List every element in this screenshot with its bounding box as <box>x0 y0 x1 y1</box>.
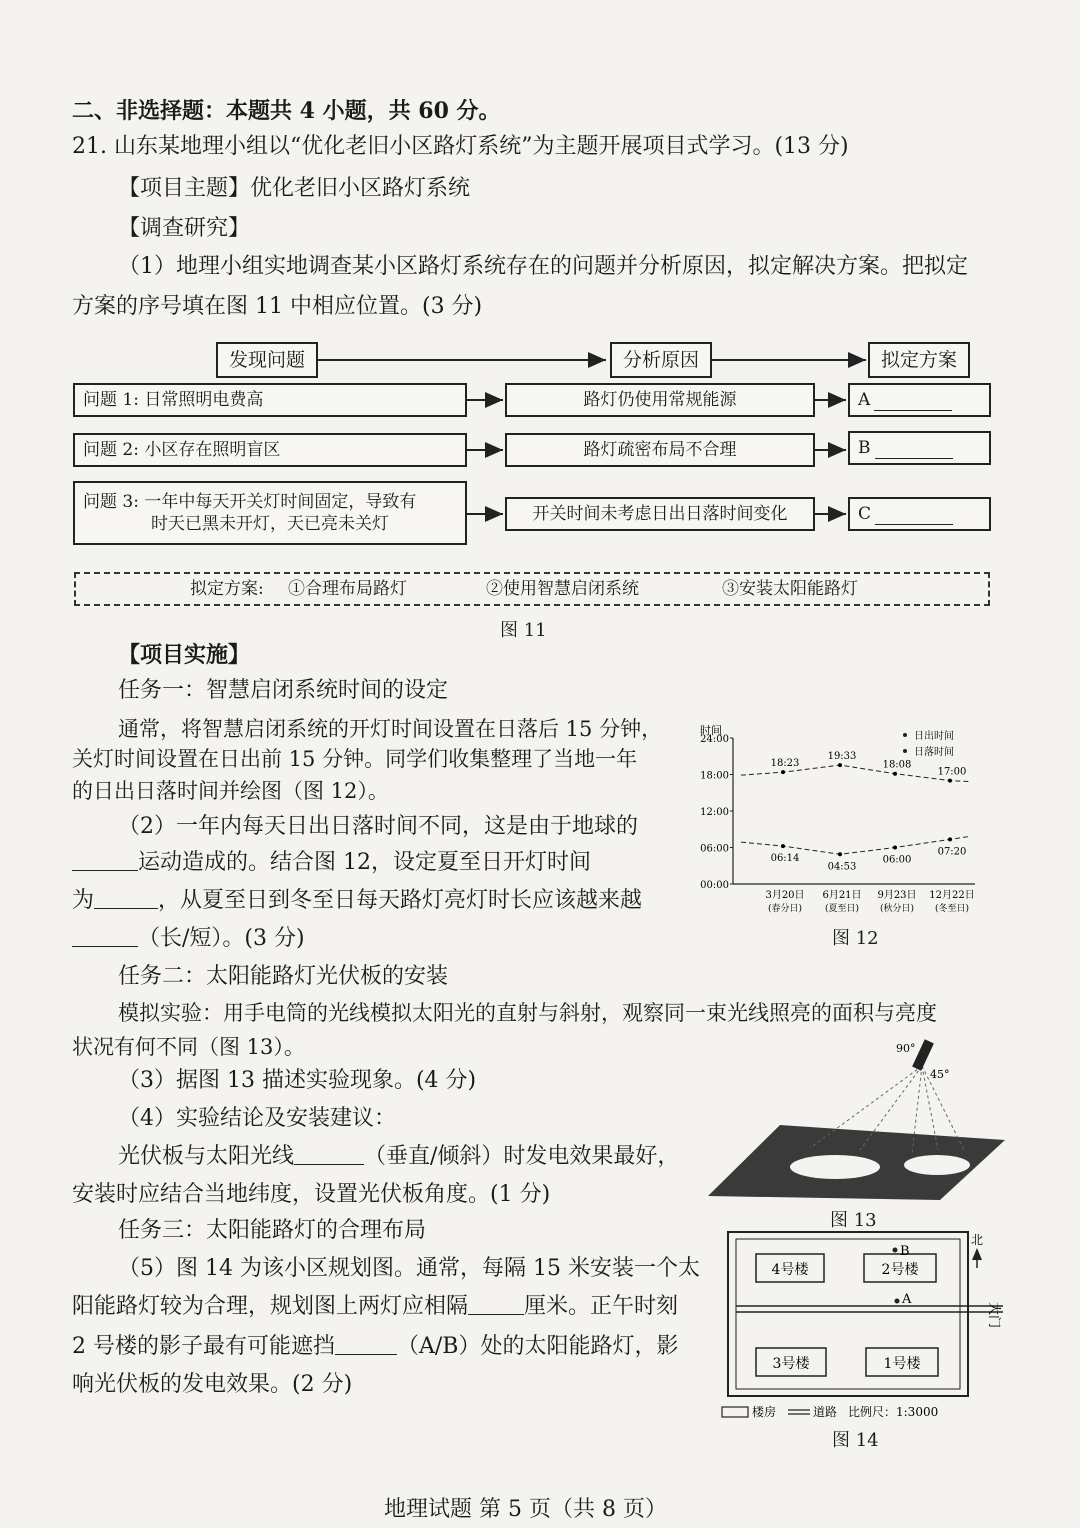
q3-text: （3）据图 13 描述实验现象。(4 分) <box>118 1068 477 1093</box>
figure-13-caption: 图 13 <box>830 1210 877 1231</box>
option-1: ①合理布局路灯 <box>288 579 407 599</box>
figure-14-map <box>718 1226 1018 1422</box>
q4-line3: 安装时应结合当地纬度，设置光伏板角度。(1 分) <box>72 1182 551 1207</box>
fig12-data-label: 18:08 <box>882 759 912 771</box>
task-1-line3: 的日出日落时间并绘图（图 12）。 <box>72 779 389 803</box>
question-21-heading: 21. 山东某地理小组以“优化老旧小区路灯系统”为主题开展项目式学习。(13 分) <box>72 134 849 159</box>
task-1-line1: 通常，将智慧启闭系统的开灯时间设置在日落后 15 分钟， <box>118 717 663 741</box>
fig14-inner-wall <box>736 1239 960 1389</box>
fig12-point <box>838 763 842 767</box>
fig12-data-label: 04:53 <box>827 861 857 873</box>
q2-line3-wrap <box>72 886 642 916</box>
fig12-ytick-label: 18:00 <box>700 770 729 782</box>
fig12-ytick-label: 00:00 <box>700 880 729 891</box>
fig12-xtick-date: 12月22日 <box>929 890 975 901</box>
solution-b-blank[interactable] <box>875 438 953 459</box>
cause-2-box: 路灯疏密布局不合理 <box>505 433 815 467</box>
solution-c-blank[interactable] <box>875 504 953 525</box>
q2-blank-motion[interactable] <box>72 850 138 871</box>
fig12-point <box>893 846 897 850</box>
q2-blank-long-short[interactable] <box>72 926 138 947</box>
fig12-legend-sunrise: 日出时间 <box>914 731 954 742</box>
cause-1-box: 路灯仍使用常规能源 <box>505 383 815 417</box>
building-3-label: 3号楼 <box>772 1356 810 1372</box>
options-label: 拟定方案: <box>190 579 264 599</box>
fig12-xtick-term: (夏至日) <box>824 904 860 914</box>
figure-11-caption: 图 11 <box>500 620 547 641</box>
problem-1-box: 问题 1: 日常照明电费高 <box>73 383 467 417</box>
q5-line1: （5）图 14 为该小区规划图。通常，每隔 15 米安装一个太 <box>118 1256 700 1281</box>
legend-building-swatch <box>722 1407 748 1417</box>
q4-line2b: （垂直/倾斜）时发电效果最好， <box>364 1144 680 1169</box>
fig12-point <box>781 770 785 774</box>
figure-12-caption: 图 12 <box>832 928 879 949</box>
q2-line4-wrap <box>72 924 305 954</box>
fig12-xtick-date: 9月23日 <box>877 890 917 901</box>
problem-3-line2: 时天已黑未开灯，天已亮未关灯 <box>151 514 389 534</box>
task-1-line2: 关灯时间设置在日出前 15 分钟。同学们收集整理了当地一年 <box>72 747 638 771</box>
q4-line2a: 光伏板与太阳光线 <box>118 1144 295 1169</box>
section-title: 二、非选择题：本题共 4 小题，共 60 分。 <box>72 98 501 124</box>
fig12-ytick-label: 24:00 <box>700 734 729 745</box>
solution-c-label: C <box>858 504 872 524</box>
task-2-line1: 模拟实验：用手电筒的光线模拟太阳光的直射与斜射，观察同一束光线照亮的面积与亮度 <box>118 1001 937 1025</box>
col-header-problem: 发现问题 <box>216 342 318 378</box>
fig12-point <box>948 837 952 841</box>
q4-blank[interactable] <box>294 1144 364 1165</box>
fig12-data-label: 19:33 <box>827 751 857 763</box>
fig12-xtick-date: 6月21日 <box>822 890 862 901</box>
fig12-data-label: 06:00 <box>882 854 912 866</box>
problem-3-line1: 问题 3: 一年中每天开关灯时间固定，导致有 <box>83 492 417 512</box>
q2-line2: 运动造成的。结合图 12，设定夏至日开灯时间 <box>138 850 591 875</box>
option-3: ③安装太阳能路灯 <box>722 579 858 599</box>
figure-13-illustration <box>700 1030 1010 1210</box>
scale-label: 比例尺：1:3000 <box>848 1405 939 1419</box>
fig12-data-label: 17:00 <box>937 766 967 778</box>
fig13-light-spot-direct <box>790 1155 880 1179</box>
q4-line2-wrap <box>118 1142 679 1172</box>
fig12-xtick-term: (春分日) <box>767 904 803 914</box>
q5-line2-wrap <box>72 1292 678 1322</box>
solution-b-label: B <box>858 438 871 458</box>
col-header-cause: 分析原因 <box>610 342 712 378</box>
q4-text: （4）实验结论及安装建议： <box>118 1106 396 1131</box>
fig12-ylabel: 时间 <box>700 724 722 737</box>
fig12-data-label: 18:23 <box>770 758 800 770</box>
solution-a-label: A <box>858 390 871 410</box>
fig13-light-spot-oblique <box>904 1155 970 1175</box>
fig12-xtick-date: 3月20日 <box>765 890 805 901</box>
building-2-label: 2号楼 <box>881 1262 919 1278</box>
fig14-outer-wall <box>728 1232 968 1396</box>
option-2: ②使用智慧启闭系统 <box>486 579 639 599</box>
point-b-dot <box>893 1248 898 1253</box>
q5-line4: 响光伏板的发电效果。(2 分) <box>72 1372 353 1397</box>
q5-blank-ab[interactable] <box>335 1334 397 1355</box>
q5-line2a: 阳能路灯较为合理，规划图上两灯应相隔 <box>72 1294 469 1319</box>
problem-2-box: 问题 2: 小区存在照明盲区 <box>73 433 467 467</box>
task-2-title: 任务二：太阳能路灯光伏板的安装 <box>118 964 449 989</box>
page-footer: 地理试题 第 5 页（共 8 页） <box>384 1497 667 1522</box>
q2-line3b: ，从夏至日到冬至日每天路灯亮灯时长应该越来越 <box>158 888 643 913</box>
cause-3-box: 开关时间未考虑日出日落时间变化 <box>505 497 815 531</box>
q5-line3b: （A/B）处的太阳能路灯，影 <box>397 1334 679 1359</box>
fig12-point <box>948 779 952 783</box>
figure-12-chart <box>690 716 990 946</box>
fig13-angle-90: 90° <box>896 1042 916 1055</box>
building-4-label: 4号楼 <box>771 1262 809 1278</box>
solution-c-box <box>848 497 991 531</box>
fig12-ytick-label: 12:00 <box>700 807 729 818</box>
q5-blank-distance[interactable] <box>468 1294 524 1315</box>
survey-heading: 【调查研究】 <box>118 216 251 241</box>
north-arrow-icon <box>972 1248 982 1260</box>
q2-line2-wrap <box>72 848 591 878</box>
fig12-point <box>838 852 842 856</box>
q1-text-line1: （1）地理小组实地调查某小区路灯系统存在的问题并分析原因，拟定解决方案。把拟定 <box>118 254 968 279</box>
fig12-point <box>893 772 897 776</box>
solution-a-blank[interactable] <box>874 390 952 411</box>
point-a-dot <box>895 1299 900 1304</box>
north-label: 北 <box>971 1233 984 1247</box>
fig12-legend-sunrise-dot <box>903 733 907 737</box>
task-2-line2: 状况有何不同（图 13）。 <box>72 1035 305 1059</box>
solution-b-box <box>848 431 991 465</box>
task-3-title: 任务三：太阳能路灯的合理布局 <box>118 1218 427 1243</box>
q2-line4: （长/短）。(3 分) <box>138 926 305 951</box>
project-theme: 【项目主题】优化老旧小区路灯系统 <box>118 176 471 201</box>
implementation-heading: 【项目实施】 <box>118 642 251 668</box>
q2-blank-light-time[interactable] <box>94 888 158 909</box>
gate-label: 大门 <box>986 1302 1001 1329</box>
q2-line3a: 为 <box>72 888 95 913</box>
fig12-point <box>781 844 785 848</box>
q1-text-line2: 方案的序号填在图 11 中相应位置。(3 分) <box>72 294 483 319</box>
fig12-legend-sunset: 日落时间 <box>914 747 954 758</box>
q5-line2b: 厘米。正午时刻 <box>524 1294 679 1319</box>
fig12-xtick-term: (冬至日) <box>934 904 970 914</box>
solution-options-box <box>74 572 990 606</box>
problem-3-box <box>73 481 467 545</box>
q2-line1: （2）一年内每天日出日落时间不同，这是由于地球的 <box>118 814 638 839</box>
q5-line3-wrap <box>72 1332 678 1362</box>
task-1-title: 任务一：智慧启闭系统时间的设定 <box>118 678 449 703</box>
fig12-data-label: 07:20 <box>937 846 967 858</box>
fig12-data-label: 06:14 <box>770 853 800 865</box>
figure-14-caption: 图 14 <box>832 1430 879 1451</box>
fig12-ytick-label: 06:00 <box>700 843 729 855</box>
fig13-angle-45: 45° <box>930 1068 950 1081</box>
q5-line3a: 2 号楼的影子最有可能遮挡 <box>72 1334 335 1359</box>
building-1-label: 1号楼 <box>883 1356 921 1372</box>
solution-a-box <box>848 383 991 417</box>
point-a-label: A <box>902 1292 912 1307</box>
legend-building-label: 楼房 <box>752 1405 777 1419</box>
col-header-solution: 拟定方案 <box>868 342 970 378</box>
legend-road-label: 道路 <box>813 1405 838 1419</box>
fig12-legend-sunset-dot <box>903 749 907 753</box>
point-b-label: B <box>900 1244 910 1259</box>
fig12-sunrise-line <box>741 836 970 854</box>
fig12-xtick-term: (秋分日) <box>879 904 915 914</box>
